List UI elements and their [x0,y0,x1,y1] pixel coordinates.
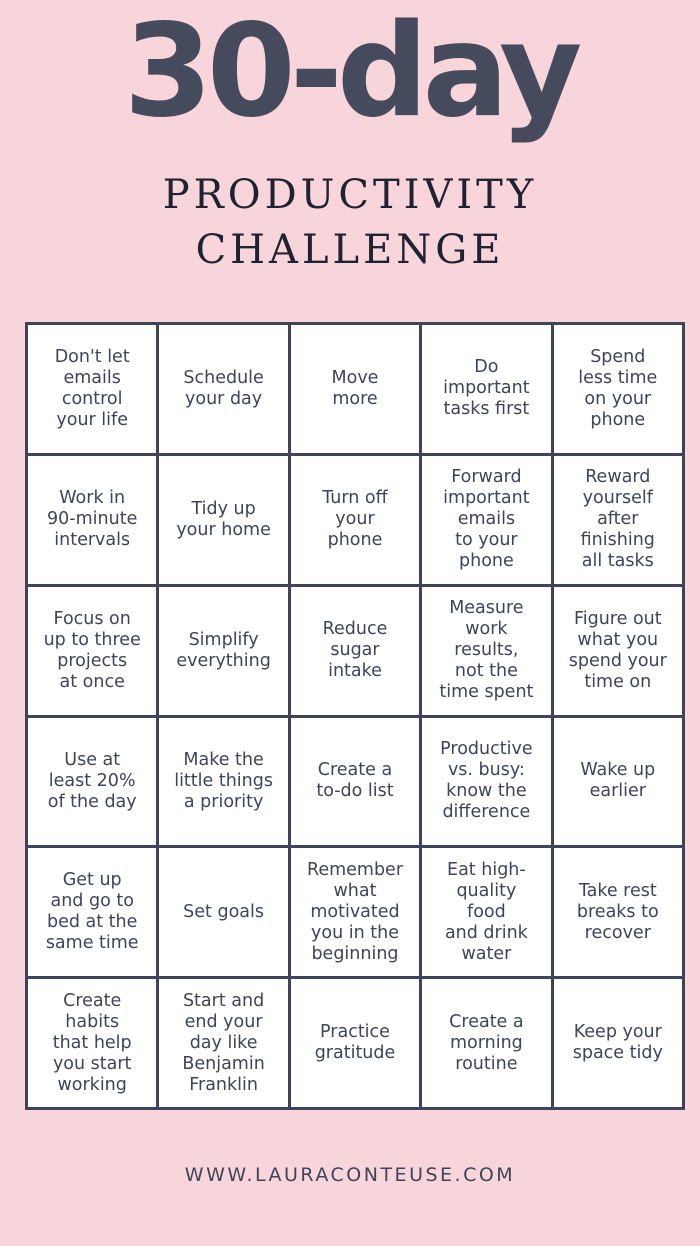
challenge-cell-day-6: Work in 90-minute intervals [28,456,156,584]
subtitle-line-1: PRODUCTIVITY [162,172,538,218]
challenge-cell-day-25: Take rest breaks to recover [554,848,682,976]
challenge-cell-day-30: Keep your space tidy [554,979,682,1107]
challenge-cell-day-23: Remember what motivated you in the beginning [291,848,419,976]
challenge-cell-day-11: Focus on up to three projects at once [28,587,156,715]
challenge-cell-day-22: Set goals [159,848,287,976]
challenge-cell-day-26: Create habits that help you start working [28,979,156,1107]
challenge-cell-day-15: Figure out what you spend your time on [554,587,682,715]
challenge-cell-day-17: Make the little things a priority [159,718,287,846]
challenge-cell-day-3: Move more [291,325,419,453]
challenge-cell-day-12: Simplify everything [159,587,287,715]
challenge-cell-day-20: Wake up earlier [554,718,682,846]
challenge-cell-day-18: Create a to-do list [291,718,419,846]
challenge-cell-day-16: Use at least 20% of the day [28,718,156,846]
challenge-cell-day-14: Measure work results, not the time spent [422,587,550,715]
challenge-cell-day-5: Spend less time on your phone [554,325,682,453]
challenge-cell-day-9: Forward important emails to your phone [422,456,550,584]
challenge-cell-day-13: Reduce sugar intake [291,587,419,715]
challenge-grid [25,322,685,1110]
challenge-cell-day-28: Practice gratitude [291,979,419,1107]
challenge-cell-day-1: Don't let emails control your life [28,325,156,453]
subtitle-line-2: CHALLENGE [195,227,505,273]
page-title: 30-day [123,0,577,146]
website-footer: WWW.LAURACONTEUSE.COM [184,1164,516,1186]
challenge-cell-day-2: Schedule your day [159,325,287,453]
challenge-cell-day-7: Tidy up your home [159,456,287,584]
challenge-cell-day-19: Productive vs. busy: know the difference [422,718,550,846]
challenge-cell-day-4: Do important tasks first [422,325,550,453]
challenge-cell-day-21: Get up and go to bed at the same time [28,848,156,976]
challenge-cell-day-24: Eat high- quality food and drink water [422,848,550,976]
challenge-cell-day-29: Create a morning routine [422,979,550,1107]
challenge-cell-day-8: Turn off your phone [291,456,419,584]
challenge-cell-day-10: Reward yourself after finishing all tasks [554,456,682,584]
challenge-cell-day-27: Start and end your day like Benjamin Franklin [159,979,287,1107]
